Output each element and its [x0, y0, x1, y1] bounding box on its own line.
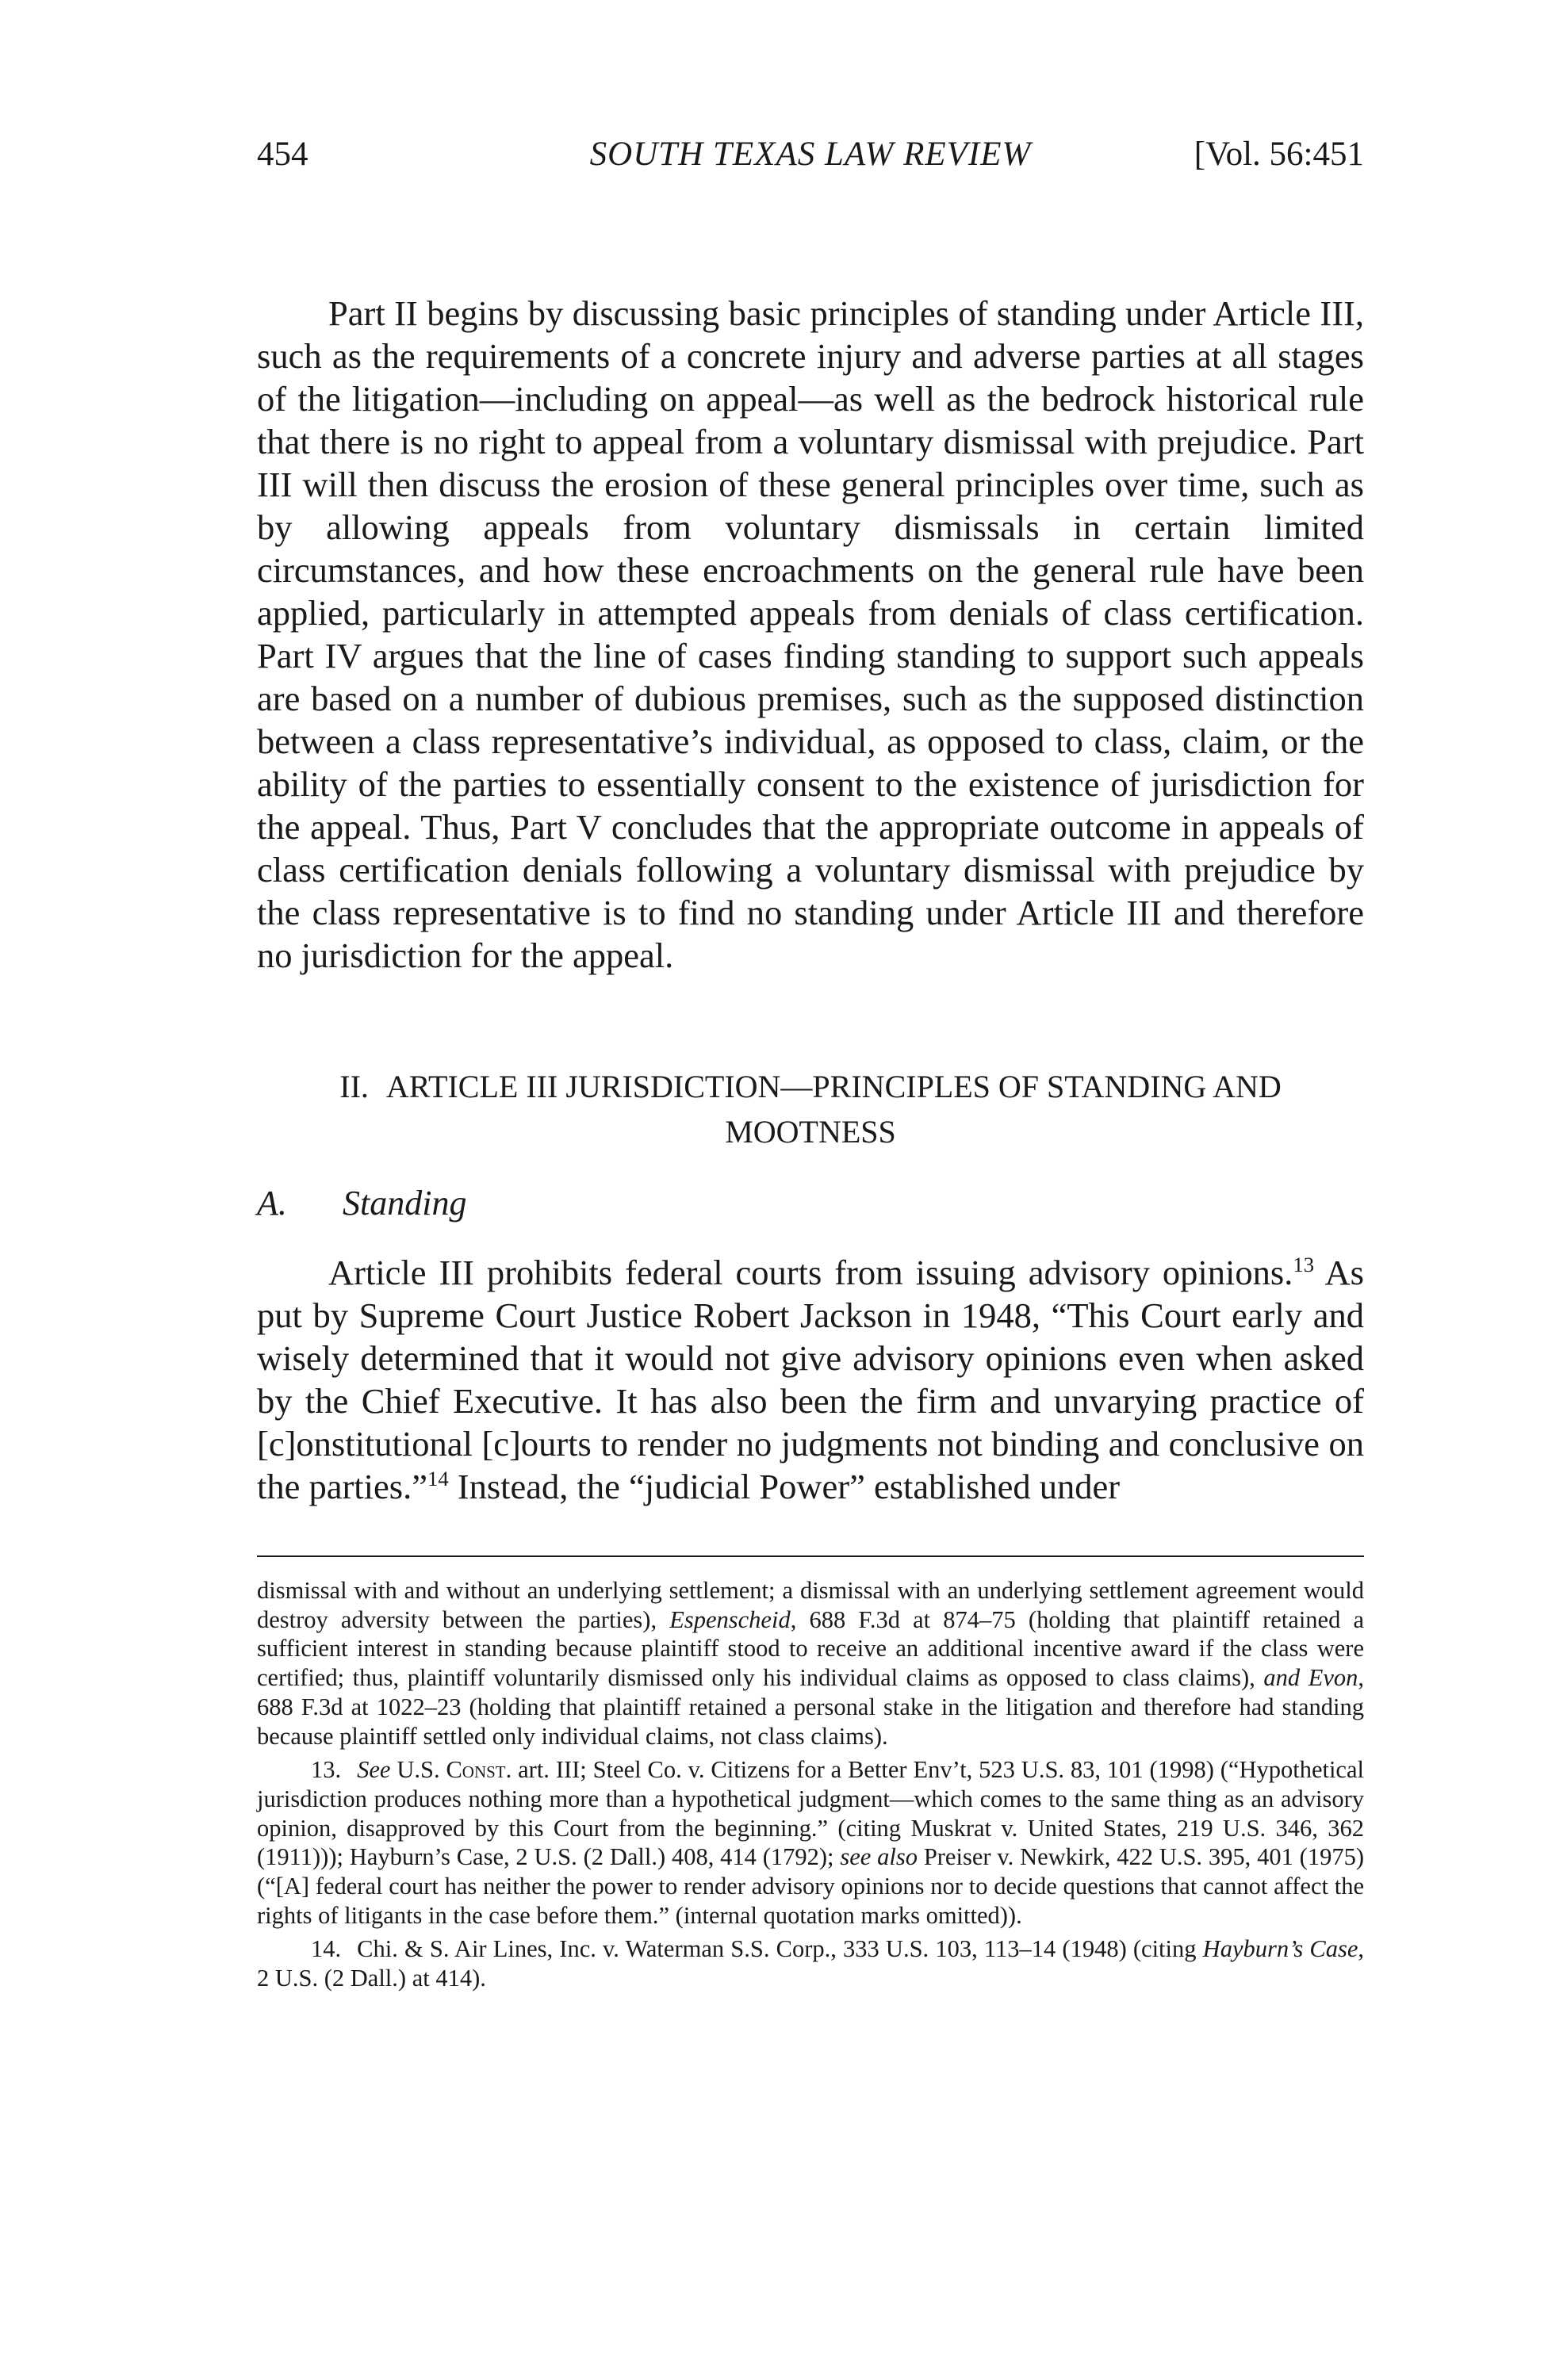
footnotes	[257, 1576, 1364, 1998]
volume-citation: [Vol. 56:451	[1194, 136, 1364, 173]
footnote-cont-italic-1: Espenscheid	[669, 1605, 791, 1633]
subsection-letter: A.	[257, 1184, 287, 1223]
standing-text-3: Instead, the “judicial Power” established under	[448, 1467, 1121, 1506]
section-title-line-2: MOOTNESS	[725, 1114, 896, 1150]
subsection-title: Standing	[343, 1184, 467, 1223]
footnote-13-text-2: art. III; Steel Co. v. Citizens for a Better Env’t, 523 U.S. 83, 101 (1998) (“Hypothetical jurisdiction produces nothing more than a hypothetical judgment—which comes to the same thing as an advisory opinion, disapproved by this Court from the beginning.” (citing Muskrat v. United States, 219 U.S. 346, 362 (1911))); Hayburn’s Case, 2 U.S. (2 Dall.) 408, 414 (1792);	[257, 1756, 1364, 1871]
footnote-ref-14: 14	[427, 1467, 449, 1491]
footnote-divider	[257, 1555, 1364, 1557]
footnote-cont-text-1: dismissal with and without an underlying settlement; a dismissal with an underlying settlement agreement would destroy adversity between the parties),	[257, 1577, 1364, 1633]
footnote-cont-text-2: , 688 F.3d at 874–75 (holding that plaintiff retained a sufficient interest in standing because plaintiff stood to receive an additional incentive award if the class were certified; thus, plaintiff voluntarily dismissed only his individual claims as opposed to class claims),	[257, 1605, 1364, 1692]
footnote-14-text-1: Chi. & S. Air Lines, Inc. v. Waterman S.S. Corp., 333 U.S. 103, 113–14 (1948) (citing	[357, 1935, 1203, 1963]
footnote-14	[257, 1934, 1364, 1992]
footnote-cont-italic-2: and Evon	[1263, 1664, 1358, 1692]
footnote-13-italic-2: see also	[840, 1843, 918, 1871]
journal-title: SOUTH TEXAS LAW REVIEW	[589, 136, 1032, 173]
page-number: 454	[257, 136, 308, 173]
footnote-14-italic: Hayburn’s Case	[1202, 1935, 1358, 1963]
running-header	[257, 135, 1364, 182]
standing-text-2: As put by Supreme Court Justice Robert Jackson in 1948, “This Court early and wisely determined that it would not give advisory opinions even when asked by the Chief Executive. It has also been the firm and unvarying practice of [c]onstitutional [c]ourts to render no judgments not binding and conclusive on the parties.”	[257, 1253, 1364, 1506]
footnote-13-text-1: U.S.	[390, 1756, 446, 1784]
standing-paragraph	[257, 1251, 1364, 1508]
standing-text-1: Article III prohibits federal courts from issuing advisory opinions.	[328, 1253, 1293, 1292]
section-heading	[257, 1064, 1364, 1154]
footnote-14-text-2: , 2 U.S. (2 Dall.) at 414).	[257, 1935, 1364, 1992]
section-number: II.	[339, 1069, 369, 1104]
footnote-13	[257, 1755, 1364, 1930]
footnote-cont-text-3: , 688 F.3d at 1022–23 (holding that plaintiff retained a personal stake in the litigation and therefore had standing because plaintiff settled only individual claims, not class claims).	[257, 1664, 1365, 1750]
intro-paragraph: Part II begins by discussing basic principles of standing under Article III, such as the requirements of a concrete injury and adverse parties at all stages of the litigation—including on appeal—as well as the bedrock historical rule that there is no right to appeal from a voluntary dismissal with prejudice. Part III will then discuss the erosion of these general principles over time, such as by allowing appeals from voluntary dismissals in certain limited circumstances, and how these encroachments on the general rule have been applied, particularly in attempted appeals from denials of class certification. Part IV argues that the line of cases finding standing to support such appeals are based on a number of dubious premises, such as the supposed distinction between a class representative’s individual, as opposed to class, claim, or the ability of the parties to essentially consent to the existence of jurisdiction for the appeal. Thus, Part V concludes that the appropriate outcome in appeals of class certification denials following a voluntary dismissal with prejudice by the class representative is to find no standing under Article III and therefore no jurisdiction for the appeal.	[257, 293, 1364, 975]
footnote-13-italic-1: See	[357, 1756, 391, 1784]
footnote-14-number: 14.	[311, 1935, 342, 1963]
subsection-heading	[257, 1183, 466, 1223]
section-heading-line-1	[257, 1064, 1364, 1109]
footnote-13-smallcaps: Const.	[446, 1756, 512, 1784]
footnote-ref-13: 13	[1293, 1253, 1315, 1277]
footnote-continuation	[257, 1576, 1364, 1751]
section-title-line-1: ARTICLE III JURISDICTION—PRINCIPLES OF STANDING AND	[385, 1069, 1282, 1104]
footnote-13-text-3: Preiser v. Newkirk, 422 U.S. 395, 401 (1975) (“[A] federal court has neither the power to render advisory opinions nor to decide questions that cannot affect the rights of litigants in the case before them.” (internal quotation marks omitted)).	[257, 1843, 1364, 1929]
footnote-13-number: 13.	[311, 1756, 342, 1784]
